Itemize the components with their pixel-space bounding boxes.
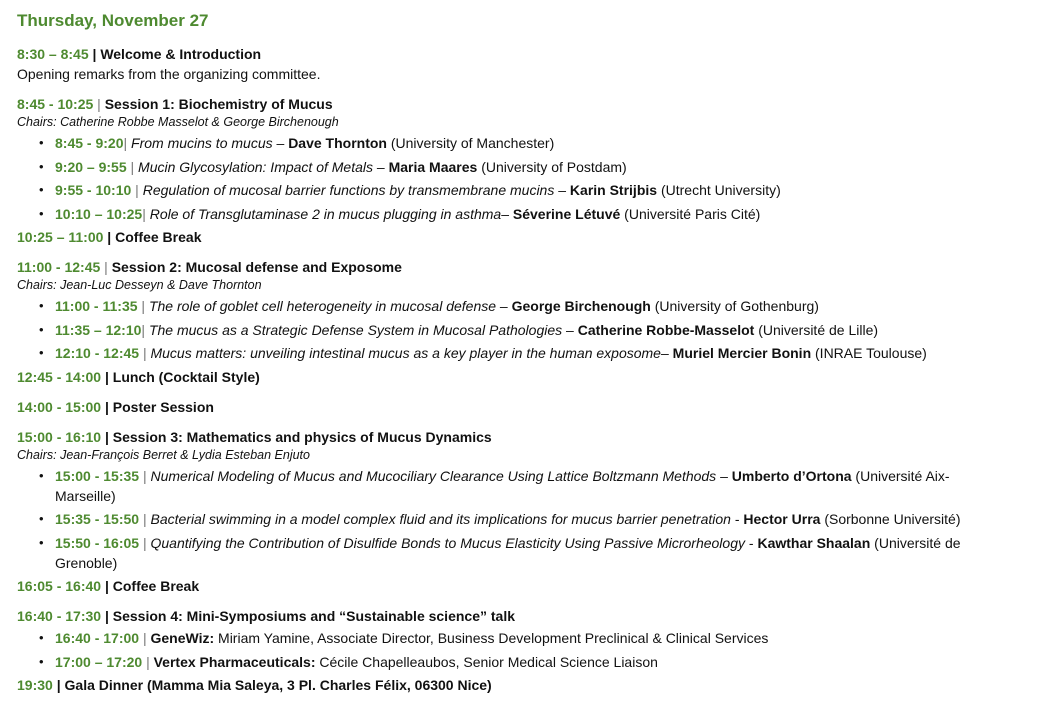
separator: | <box>103 229 116 245</box>
session-2 <box>17 257 1060 363</box>
dash: - <box>745 534 758 551</box>
separator: | <box>101 368 113 385</box>
speaker-name: Kawthar Shaalan <box>757 534 871 551</box>
session-chairs: Chairs: Jean-François Berret & Lydia Esteban Enjuto <box>17 447 310 462</box>
affiliation: (Utrecht University) <box>657 182 781 198</box>
talk-title: Bacterial swimming in a model complex fluid and its implications for mucus barrier penetration <box>150 511 731 527</box>
separator: | <box>131 182 143 198</box>
talk-title: Numerical Modeling of Mucus and Mucociliary Clearance Using Lattice Boltzmann Methods <box>150 467 717 484</box>
talk-time: 12:10 - 12:45 <box>55 345 140 361</box>
talk-title: The role of goblet cell heterogeneity in mucosal defense <box>148 298 497 314</box>
welcome-description: Opening remarks from the organizing committee. <box>17 66 321 82</box>
event-time: 19:30 <box>17 677 53 693</box>
talk-title: Mucus matters: unveiling intestinal mucus as a key player in the human exposome <box>150 345 661 361</box>
talk-item <box>39 204 1060 224</box>
speaker-name: George Birchenough <box>511 298 651 314</box>
company-name: GeneWiz: <box>150 630 215 646</box>
separator: | <box>142 653 154 670</box>
lunch-break <box>17 367 1060 387</box>
dash: – <box>373 158 389 175</box>
affiliation: (University of Manchester) <box>386 135 555 151</box>
coffee-break-2 <box>17 576 1060 596</box>
talk-item <box>39 652 1060 672</box>
session-title: Session 2: Mucosal defense and Exposome <box>111 259 402 275</box>
break-title: Coffee Break <box>112 578 200 594</box>
speaker-name: Maria Maares <box>388 158 478 175</box>
company-name: Vertex Pharmaceuticals: <box>153 653 316 670</box>
separator: | <box>139 534 151 551</box>
talk-title: Quantifying the Contribution of Disulfide Bonds to Mucus Elasticity Using Passive Microrheology <box>150 534 745 551</box>
talk-title: From mucins to mucus <box>131 135 273 151</box>
separator: | <box>101 608 113 624</box>
talk-title: Mucin Glycosylation: Impact of Metals <box>138 158 374 175</box>
poster-session <box>17 397 1060 417</box>
speaker-name: Dave Thornton <box>288 135 387 151</box>
talk-time: 17:00 – 17:20 <box>55 653 143 670</box>
session-title: Session 3: Mathematics and physics of Mucus Dynamics <box>112 428 492 445</box>
separator: | <box>100 259 112 275</box>
talk-item <box>39 533 995 573</box>
separator: | <box>142 205 150 222</box>
talk-item <box>39 133 1060 153</box>
speaker-name: Hector Urra <box>743 511 821 527</box>
talk-time: 9:55 - 10:10 <box>55 182 132 198</box>
separator: | <box>141 321 149 338</box>
gala-dinner <box>17 675 1060 695</box>
separator: | <box>101 578 113 594</box>
talk-time: 9:20 – 9:55 <box>55 158 127 175</box>
talk-list <box>17 466 1060 573</box>
talk-time: 15:50 - 16:05 <box>55 534 140 551</box>
affiliation: (Université Paris Cité) <box>620 205 761 222</box>
separator: | <box>126 158 139 175</box>
welcome-block <box>17 44 1060 84</box>
separator: | <box>139 467 151 484</box>
break-time: 12:45 - 14:00 <box>17 368 102 385</box>
affiliation: (University of Postdam) <box>477 158 627 175</box>
talk-time: 15:00 - 15:35 <box>55 467 140 484</box>
separator: | <box>101 398 113 415</box>
talk-item <box>39 320 1060 340</box>
talk-list <box>17 133 1060 224</box>
dash: – <box>660 345 673 361</box>
talk-time: 15:35 - 15:50 <box>55 511 140 527</box>
speaker-name: Catherine Robbe-Masselot <box>577 321 755 338</box>
session-time: 16:40 - 17:30 <box>17 608 102 624</box>
dash: – <box>272 135 289 151</box>
welcome-time: 8:30 – 8:45 <box>17 46 89 62</box>
speaker-name: Séverine Létuvé <box>512 205 621 222</box>
separator: | <box>139 511 151 527</box>
session-3 <box>17 427 1060 573</box>
dash: – <box>501 205 513 222</box>
affiliation: (Université de Lille) <box>754 321 879 338</box>
session-title: Session 4: Mini-Symposiums and “Sustainable science” talk <box>112 608 515 624</box>
talk-time: 16:40 - 17:00 <box>55 630 140 646</box>
separator: | <box>123 135 132 151</box>
separator: | <box>139 345 151 361</box>
talk-item <box>39 343 1060 363</box>
speaker-name: Muriel Mercier Bonin <box>672 345 812 361</box>
break-title: Lunch (Cocktail Style) <box>112 368 260 385</box>
separator: | <box>101 428 113 445</box>
separator: | <box>52 677 65 693</box>
talk-time: 11:35 – 12:10 <box>55 321 142 338</box>
affiliation: (Université de Grenoble) <box>55 534 961 571</box>
session-1 <box>17 94 1060 224</box>
separator: | <box>137 298 149 314</box>
break-time: 16:05 - 16:40 <box>17 578 102 594</box>
session-chairs: Chairs: Jean-Luc Desseyn & Dave Thornton <box>17 278 262 292</box>
dash: - <box>730 511 744 527</box>
talk-item <box>39 509 995 529</box>
dash: – <box>496 298 512 314</box>
talk-item <box>39 157 1060 177</box>
affiliation: (University of Gothenburg) <box>650 298 819 314</box>
speaker-name: Umberto d’Ortona <box>731 467 852 484</box>
session-chairs: Chairs: Catherine Robbe Masselot & George Birchenough <box>17 115 339 129</box>
talk-detail: Miriam Yamine, Associate Director, Business Development Preclinical & Clinical Services <box>214 630 769 646</box>
talk-item <box>39 180 1060 200</box>
affiliation: (Sorbonne Université) <box>820 511 961 527</box>
talk-item <box>39 466 995 506</box>
session-4 <box>17 606 1060 672</box>
day-title: Thursday, November 27 <box>17 11 209 30</box>
separator: | <box>88 46 101 62</box>
talk-time: 10:10 – 10:25 <box>55 205 143 222</box>
separator: | <box>93 96 105 112</box>
event-title: Gala Dinner (Mamma Mia Saleya, 3 Pl. Charles Félix, 06300 Nice) <box>64 677 492 693</box>
dash: – <box>716 467 732 484</box>
talk-title: The mucus as a Strategic Defense System in Mucosal Pathologies <box>148 321 563 338</box>
talk-title: Role of Transglutaminase 2 in mucus plugging in asthma <box>149 205 502 222</box>
session-title: Poster Session <box>112 398 214 415</box>
welcome-title: Welcome & Introduction <box>100 46 262 62</box>
session-time: 8:45 - 10:25 <box>17 96 94 112</box>
talk-title: Regulation of mucosal barrier functions by transmembrane mucins <box>142 182 555 198</box>
affiliation: (INRAE Toulouse) <box>811 345 927 361</box>
session-time: 11:00 - 12:45 <box>17 259 101 275</box>
speaker-name: Karin Strijbis <box>569 182 658 198</box>
affiliation: (Université Aix-Marseille) <box>55 467 950 504</box>
coffee-break-1 <box>17 227 1060 247</box>
talk-time: 8:45 - 9:20 <box>55 135 124 151</box>
dash: – <box>554 182 570 198</box>
talk-list <box>17 628 1060 672</box>
session-time: 14:00 - 15:00 <box>17 398 102 415</box>
talk-item <box>39 628 1060 648</box>
separator: | <box>139 630 151 646</box>
talk-list <box>17 296 1060 363</box>
talk-item <box>39 296 1060 316</box>
break-title: Coffee Break <box>115 229 202 245</box>
session-title: Session 1: Biochemistry of Mucus <box>104 96 333 112</box>
talk-detail: Cécile Chapelleaubos, Senior Medical Science Liaison <box>315 653 658 670</box>
talk-time: 11:00 - 11:35 <box>55 298 138 314</box>
break-time: 10:25 – 11:00 <box>17 229 104 245</box>
dash: – <box>562 321 578 338</box>
session-time: 15:00 - 16:10 <box>17 428 102 445</box>
